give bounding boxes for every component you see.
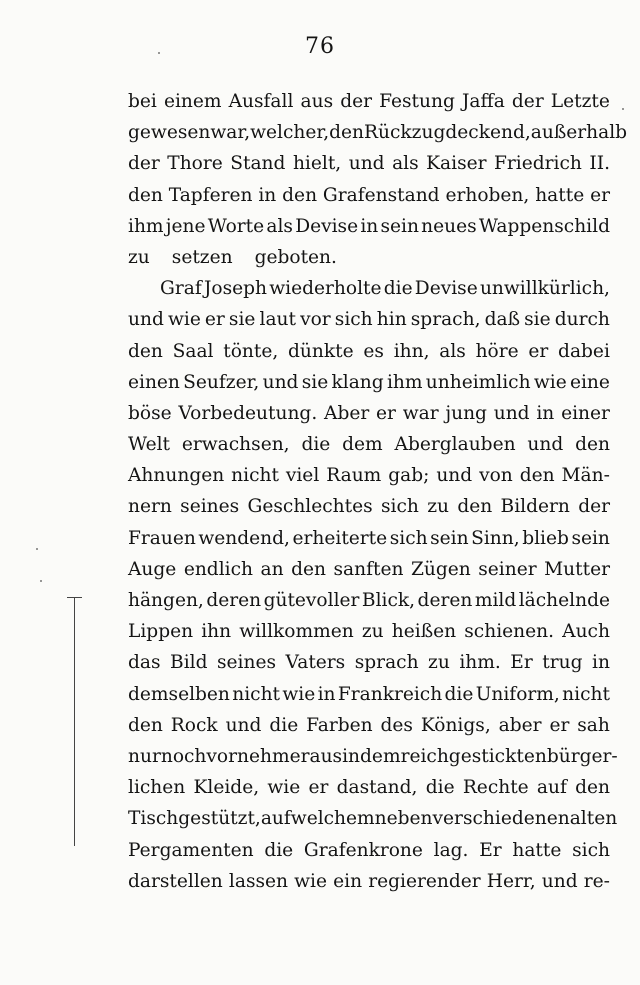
word: den — [519, 465, 555, 487]
word: nur — [128, 745, 161, 767]
word: erheiterte — [292, 527, 388, 549]
word: noch — [160, 745, 207, 767]
word: er — [308, 777, 329, 799]
text-line — [128, 710, 610, 741]
word: deren — [417, 590, 473, 611]
word: Lippen — [128, 621, 194, 643]
word: Joseph — [203, 278, 268, 300]
word: den — [329, 122, 365, 144]
text-line — [128, 491, 610, 522]
word: Welt — [128, 434, 171, 456]
word: Frauen — [128, 527, 196, 549]
word: in — [317, 683, 336, 705]
word: Kleide, — [193, 777, 260, 799]
margin-rule-mark — [74, 598, 75, 846]
word: zu — [361, 621, 384, 643]
word: Thore — [167, 153, 223, 175]
word: auf — [260, 808, 291, 830]
word: Tisch — [128, 808, 179, 830]
page-number: 76 — [305, 34, 335, 59]
word: ihm — [386, 371, 423, 393]
word: daß — [484, 309, 520, 331]
word: Wappenschild — [478, 215, 610, 237]
word: Letzte — [550, 91, 610, 112]
word: in — [360, 215, 379, 237]
word: Aber — [324, 402, 370, 424]
word: und — [527, 434, 564, 456]
word: endlich — [183, 558, 253, 580]
word: als — [266, 215, 293, 237]
text-line — [128, 523, 610, 554]
word: Saal — [172, 340, 214, 362]
word: er — [204, 309, 225, 331]
word: gewesen — [128, 122, 211, 144]
word: klang — [331, 371, 384, 393]
text-line — [128, 647, 610, 678]
word: als — [392, 153, 419, 175]
word: deckend, — [445, 122, 531, 144]
text-line — [128, 336, 610, 367]
text-line — [128, 273, 610, 304]
word: die — [425, 777, 455, 799]
word: tönte, — [223, 340, 279, 362]
word: Bild — [170, 652, 208, 674]
word: schienen. — [464, 621, 555, 643]
word: der — [511, 91, 544, 112]
word: darstellen — [128, 870, 223, 892]
word: hin — [376, 309, 407, 331]
word: Grafenstand — [322, 184, 440, 206]
word: nicht — [562, 683, 610, 705]
word: seines — [180, 496, 240, 518]
word: sich — [381, 496, 419, 518]
word: erwachsen, — [181, 434, 290, 456]
word: und — [541, 870, 578, 892]
word: setzen — [171, 246, 233, 268]
text-line — [128, 554, 610, 585]
word: durch — [554, 309, 610, 331]
word: Grafenkrone — [303, 839, 423, 861]
word: ihm. — [459, 652, 501, 674]
word: und — [348, 153, 385, 175]
word: und — [128, 309, 164, 331]
word: der — [578, 496, 610, 518]
word: regierender — [368, 870, 481, 892]
word: sich — [389, 527, 428, 549]
word: Tapferen — [168, 184, 253, 206]
word: Er — [510, 652, 533, 674]
word: Uniform, — [475, 683, 560, 705]
word: sah — [577, 714, 610, 736]
word: der — [340, 91, 373, 112]
word: dem — [360, 745, 401, 767]
text-line — [128, 429, 610, 460]
text-line — [128, 866, 610, 897]
word: trug — [542, 652, 583, 674]
text-line — [128, 679, 610, 710]
word: als — [439, 340, 466, 362]
word: er — [549, 714, 570, 736]
word: hatte — [512, 839, 562, 861]
word: hängen, — [128, 590, 204, 611]
word: den — [282, 184, 318, 206]
word: Sinn, — [471, 527, 520, 549]
word: er — [590, 184, 610, 206]
word: Festung — [379, 91, 455, 112]
word: einer — [561, 402, 610, 424]
word: heißen — [391, 621, 457, 643]
word: mild — [474, 590, 517, 611]
word: Rückzug — [364, 122, 446, 144]
text-line — [128, 803, 618, 834]
word: die — [269, 714, 299, 736]
word: Rock — [170, 714, 218, 736]
word: höre — [475, 340, 519, 362]
word: sie — [228, 309, 256, 331]
word: den — [457, 496, 493, 518]
word: verschiedenen — [432, 808, 570, 830]
word: welcher, — [250, 122, 330, 144]
text-line — [128, 585, 610, 616]
word: gestützt, — [178, 808, 261, 830]
scan-speck — [40, 580, 42, 582]
word: Blick, — [361, 590, 416, 611]
word: war — [402, 402, 439, 424]
word: war, — [210, 122, 251, 144]
word: der — [128, 153, 160, 175]
word: sich — [334, 309, 373, 331]
word: vornehmer — [206, 745, 310, 767]
word: in — [258, 184, 277, 206]
word: blieb — [522, 527, 569, 549]
word: den — [128, 714, 163, 736]
word: Auge — [128, 558, 177, 580]
word: sie — [524, 309, 551, 331]
word: lassen — [228, 870, 289, 892]
word: sein — [571, 527, 610, 549]
scan-speck — [36, 548, 38, 550]
word: demselben — [128, 683, 230, 705]
word: nicht — [232, 683, 281, 705]
word: aus — [300, 91, 334, 112]
word: und — [493, 402, 530, 424]
word: ihn — [201, 621, 232, 643]
word: Jaffa — [461, 91, 505, 112]
word: Pergamenten — [128, 839, 254, 861]
word: bei — [128, 91, 157, 112]
word: sein — [430, 527, 469, 549]
word: Devise — [414, 278, 478, 300]
word: sich — [572, 839, 610, 861]
word: wie — [267, 777, 301, 799]
word: nern — [128, 496, 172, 518]
text-line — [128, 117, 628, 148]
word: re- — [583, 870, 610, 892]
word: reichgestickten — [400, 745, 547, 767]
word: Seufzer, — [183, 371, 260, 393]
word: jene — [165, 215, 206, 237]
word: bürger- — [546, 745, 618, 767]
text-line — [128, 180, 610, 211]
word: dem — [342, 434, 383, 456]
body-text — [128, 86, 628, 897]
word: gütevoller — [263, 590, 360, 611]
word: sein — [380, 215, 419, 237]
word: nicht — [231, 465, 279, 487]
word: die — [444, 683, 474, 705]
text-line — [128, 86, 610, 117]
word: wie — [282, 683, 316, 705]
text-line — [128, 304, 610, 335]
word: zu — [428, 652, 450, 674]
word: Ausfall — [228, 91, 294, 112]
word: lichen — [128, 777, 186, 799]
word: den — [291, 558, 326, 580]
word: wie — [294, 870, 328, 892]
word: zu — [427, 496, 449, 518]
word: Vaters — [285, 652, 346, 674]
word: Vorbedeutung. — [178, 402, 318, 424]
word: den — [575, 434, 610, 456]
word: erhoben, — [445, 184, 530, 206]
word: er — [528, 340, 549, 362]
word: Graf — [160, 278, 202, 300]
word: Mutter — [544, 558, 610, 580]
text-line — [128, 741, 618, 772]
word: ein — [333, 870, 363, 892]
word: Frankreich — [337, 683, 443, 705]
word: Königs, — [420, 714, 491, 736]
word: er — [376, 402, 396, 424]
word: Auch — [562, 621, 610, 643]
word: Aberglauben — [394, 434, 516, 456]
word: von — [479, 465, 513, 487]
scan-speck — [622, 108, 624, 110]
word: wie — [167, 309, 201, 331]
word: sie — [301, 371, 329, 393]
word: in — [342, 745, 361, 767]
word: einen — [128, 371, 180, 393]
word: auf — [536, 777, 567, 799]
text-line — [128, 148, 610, 179]
word: ihm — [128, 215, 164, 237]
word: seiner — [478, 558, 537, 580]
text-line — [128, 835, 610, 866]
text-line — [128, 460, 610, 491]
word: sanften — [333, 558, 404, 580]
word: die — [383, 278, 413, 300]
word: vor — [300, 309, 331, 331]
text-line — [128, 211, 610, 242]
word: böse — [128, 402, 172, 424]
word: dastand, — [336, 777, 418, 799]
word: alten — [569, 808, 618, 830]
word: gab; — [388, 465, 430, 487]
word: eine — [569, 371, 610, 393]
word: unheimlich — [425, 371, 531, 393]
word: Geschlechtes — [247, 496, 373, 518]
word: Zügen — [410, 558, 471, 580]
word: lag. — [433, 839, 469, 861]
word: den — [128, 184, 163, 206]
word: hatte — [535, 184, 585, 206]
word: Rechte — [462, 777, 529, 799]
word: seines — [217, 652, 277, 674]
word: Män- — [561, 465, 610, 487]
word: es — [363, 340, 384, 362]
word: in — [592, 652, 610, 674]
word: Raum — [326, 465, 382, 487]
word: und — [436, 465, 473, 487]
text-line — [128, 242, 610, 273]
word: geboten. — [254, 246, 337, 268]
word: Herr, — [486, 870, 536, 892]
word: und — [225, 714, 262, 736]
text-line — [128, 616, 610, 647]
word: wie — [533, 371, 567, 393]
word: unwillkürlich, — [479, 278, 610, 300]
word: den — [128, 340, 163, 362]
word: Bildern — [500, 496, 570, 518]
word: wendend, — [198, 527, 290, 549]
word: die — [301, 434, 331, 456]
word: Farben — [306, 714, 373, 736]
word: in — [536, 402, 555, 424]
word: aber — [498, 714, 542, 736]
text-line — [128, 398, 610, 429]
word: hielt, — [292, 153, 342, 175]
word: einem — [163, 91, 222, 112]
word: laut — [259, 309, 296, 331]
word: jung — [445, 402, 487, 424]
text-line — [128, 772, 610, 803]
word: sprach, — [410, 309, 481, 331]
word: an — [260, 558, 284, 580]
word: welchem — [290, 808, 375, 830]
word: Er — [479, 839, 502, 861]
word: Kaiser — [426, 153, 487, 175]
word: Devise — [295, 215, 359, 237]
word: Worte — [207, 215, 265, 237]
word: sprach — [354, 652, 419, 674]
word: des — [380, 714, 413, 736]
word: dabei — [558, 340, 610, 362]
word: neben — [374, 808, 433, 830]
word: die — [264, 839, 294, 861]
word: Friedrich — [494, 153, 582, 175]
word: aus — [309, 745, 343, 767]
word: den — [575, 777, 610, 799]
word: II. — [589, 153, 610, 175]
word: deren — [206, 590, 262, 611]
word: willkommen — [239, 621, 354, 643]
word: Ahnungen — [128, 465, 225, 487]
word: neues — [421, 215, 477, 237]
word: dünkte — [288, 340, 354, 362]
word: ihn, — [393, 340, 430, 362]
word: das — [128, 652, 161, 674]
word: wiederholte — [269, 278, 382, 300]
word: außerhalb — [530, 122, 628, 144]
scan-speck — [158, 52, 160, 54]
word: Stand — [230, 153, 286, 175]
word: lächelnde — [518, 590, 610, 611]
text-line — [128, 367, 610, 398]
word: viel — [285, 465, 320, 487]
word: zu — [128, 246, 150, 268]
word: und — [262, 371, 299, 393]
